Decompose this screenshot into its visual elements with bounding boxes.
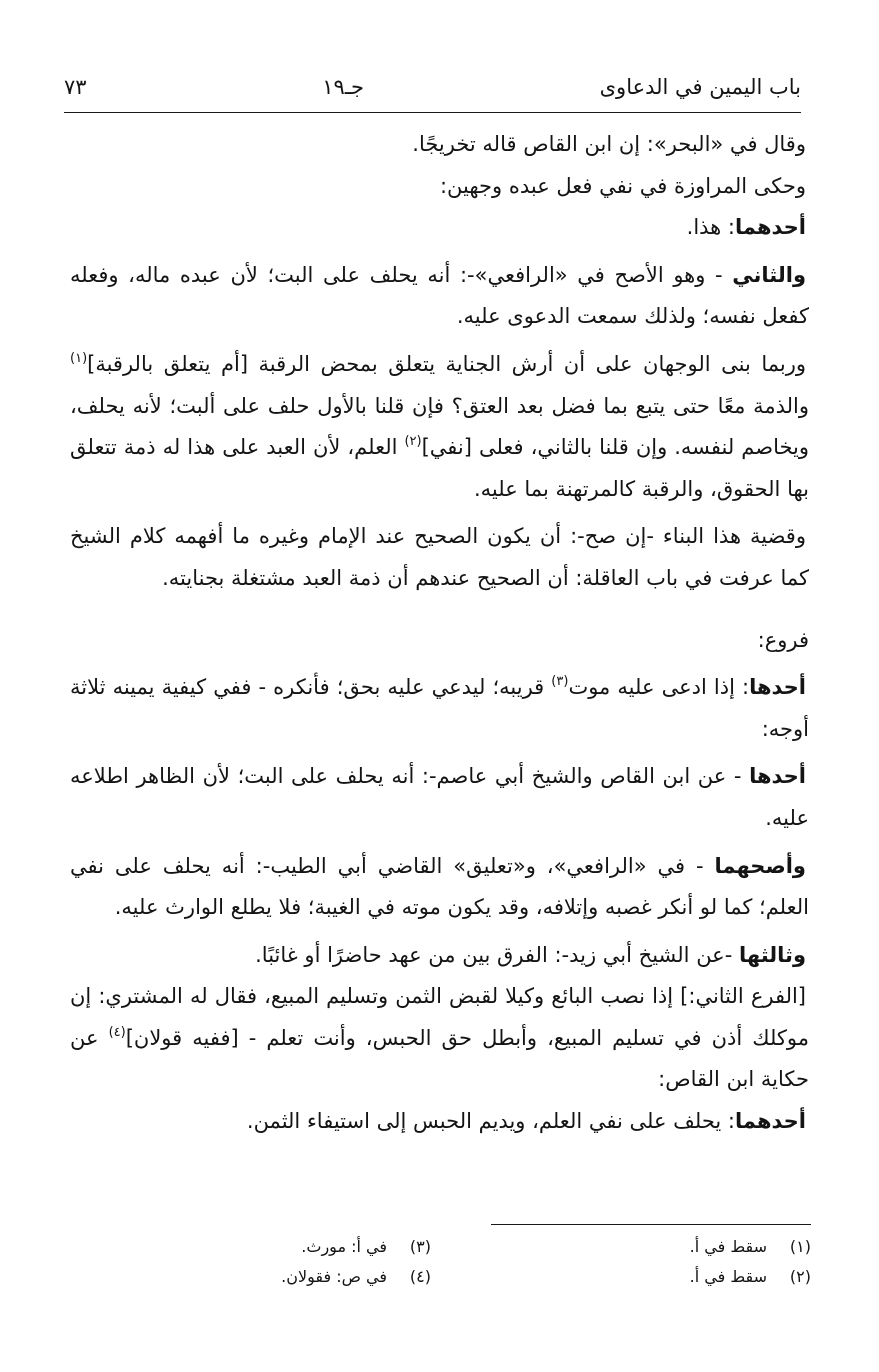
footnote-ref-1: (١) xyxy=(70,350,88,366)
footnote-4 xyxy=(281,1262,431,1292)
paragraph-13 xyxy=(70,1101,809,1143)
footnote-ref-3: (٣) xyxy=(551,674,569,690)
paragraph-5 xyxy=(70,344,809,510)
paragraph-12 xyxy=(70,976,809,1101)
footnote-2 xyxy=(690,1262,811,1292)
footnote-1 xyxy=(690,1232,811,1262)
body-text xyxy=(70,124,809,1143)
footnote-4-number: (٤) xyxy=(409,1267,431,1286)
paragraph-3 xyxy=(70,207,809,249)
paragraph-5-text-b: والذمة معًا حتى يتبع بما فضل بعد العتق؟ فإن قلنا بالأول حلف على ألبت؛ لأنه يحلف، ويخاصم لنفسه. وإن قلنا بالثاني، فعلى [نفي] xyxy=(70,393,810,460)
footnote-2-number: (٢) xyxy=(789,1267,811,1286)
footnote-3-text: في أ: مورث. xyxy=(301,1237,387,1256)
footnote-2-text: سقط في أ. xyxy=(689,1267,767,1286)
paragraph-8-text-a: : إذا ادعى عليه موت xyxy=(568,675,750,700)
paragraph-4-text: - وهو الأصح في «الرافعي»-: أنه يحلف على البت؛ لأن عبده ماله، وفعله كفعل نفسه؛ ولذلك سمعت الدعوى عليه. xyxy=(70,262,809,329)
paragraph-13-lead: أحدهما xyxy=(735,1109,806,1134)
section-heading-furu: فروع: xyxy=(757,627,809,652)
paragraph-1: وقال في «البحر»: إن ابن القاص قاله تخريجًا. xyxy=(412,132,806,156)
footnote-1-text: سقط في أ. xyxy=(689,1237,767,1256)
footnote-divider xyxy=(491,1224,811,1225)
footnote-1-number: (١) xyxy=(789,1237,811,1256)
page-header xyxy=(64,62,801,102)
volume-number: جـ١٩ xyxy=(322,75,364,99)
paragraph-10-text: - في «الرافعي»، و«تعليق» القاضي أبي الطيب-: أنه يحلف على نفي العلم؛ كما لو أنكر غصبه وإتلافه، وقد يكون موته في الغيبة؛ فلا يطلع الوارث عليه. xyxy=(70,853,809,920)
paragraph-11 xyxy=(70,935,809,977)
paragraph-11-lead: وثالثها xyxy=(738,942,806,967)
running-title: باب اليمين في الدعاوى xyxy=(599,75,801,99)
header-divider xyxy=(64,112,801,113)
paragraph-9-text: - عن ابن القاص والشيخ أبي عاصم-: أنه يحلف على البت؛ لأن الظاهر اطلاعه عليه. xyxy=(70,764,809,830)
page-number: ٧٣ xyxy=(64,75,87,99)
paragraph-12-text-a: [الفرع الثاني:] إذا نصب البائع وكيلا لقبض الثمن وتسليم المبيع، فقال له المشتري: إن موكلك أذن في تسليم المبيع، وأبطل حق الحبس، وأنت تعلم - [ففيه قولان] xyxy=(70,984,809,1050)
paragraph-4-lead: والثاني xyxy=(732,262,806,287)
paragraph-9 xyxy=(70,756,809,839)
paragraph-8-lead: أحدها xyxy=(749,675,806,700)
paragraph-6: وقضية هذا البناء -إن صح-: أن يكون الصحيح عند الإمام وغيره ما أفهمه كلام الشيخ كما عرفت في باب العاقلة: أن الصحيح عندهم أن ذمة العبد مشتغلة بجنايته. xyxy=(70,524,809,590)
paragraph-13-text: : يحلف على نفي العلم، ويديم الحبس إلى استيفاء الثمن. xyxy=(246,1109,735,1134)
paragraph-12-text-b: عن حكاية ابن القاص: xyxy=(70,1025,809,1092)
paragraph-3-lead: أحدهما xyxy=(735,215,806,240)
paragraph-2: وحكى المراوزة في نفي فعل عبده وجهين: xyxy=(439,173,806,198)
paragraph-4 xyxy=(70,255,809,338)
paragraph-5-text-a: وربما بنى الوجهان على أن أرش الجناية يتعلق بمحض الرقبة [أم يتعلق بالرقبة] xyxy=(87,351,806,376)
paragraph-10-lead: وأصحهما xyxy=(714,853,806,878)
footnote-ref-2: (٢) xyxy=(404,434,422,450)
paragraph-5-text-c: العلم، لأن العبد على هذا له ذمة تتعلق بها الحقوق، والرقبة كالمرتهنة بما عليه. xyxy=(70,435,809,501)
paragraph-9-lead: أحدها xyxy=(749,764,806,789)
paragraph-8-text-b: قريبه؛ ليدعي عليه بحق؛ فأنكره - ففي كيفية يمينه ثلاثة أوجه: xyxy=(70,675,809,741)
footnote-4-text: في ص: فقولان. xyxy=(281,1267,387,1286)
paragraph-3-text: : هذا. xyxy=(686,215,735,240)
paragraph-8 xyxy=(70,667,809,750)
footnote-3 xyxy=(301,1232,431,1262)
footnote-3-number: (٣) xyxy=(409,1237,431,1256)
paragraph-10 xyxy=(70,846,809,929)
paragraph-11-text: -عن الشيخ أبي زيد-: الفرق بين من عهد حاضرًا أو غائبًا. xyxy=(255,942,739,967)
footnote-ref-4: (٤) xyxy=(108,1024,126,1040)
